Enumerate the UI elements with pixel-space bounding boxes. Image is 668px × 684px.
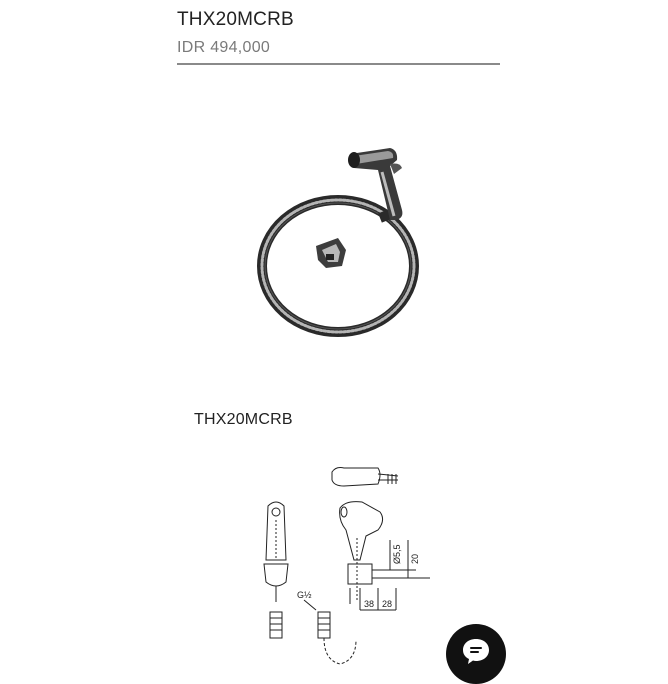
- product-photo: [250, 138, 425, 348]
- width-a-dimension: 38: [364, 599, 375, 609]
- chat-button[interactable]: [446, 624, 506, 684]
- technical-drawing: [240, 460, 440, 668]
- product-title: THX20MCRB: [177, 9, 294, 30]
- width-b-dimension: 28: [382, 599, 393, 609]
- header-divider: [177, 63, 500, 65]
- product-header: [177, 8, 500, 58]
- chat-bubble-icon: [461, 636, 491, 666]
- product-price: IDR 494,000: [177, 39, 271, 56]
- thread-dimension: G½: [297, 590, 312, 600]
- wall-holder: [316, 238, 346, 268]
- height-dimension: 20: [410, 553, 420, 564]
- diameter-dimension: Ø5,5: [392, 544, 402, 564]
- drawing-title: THX20MCRB: [194, 411, 293, 428]
